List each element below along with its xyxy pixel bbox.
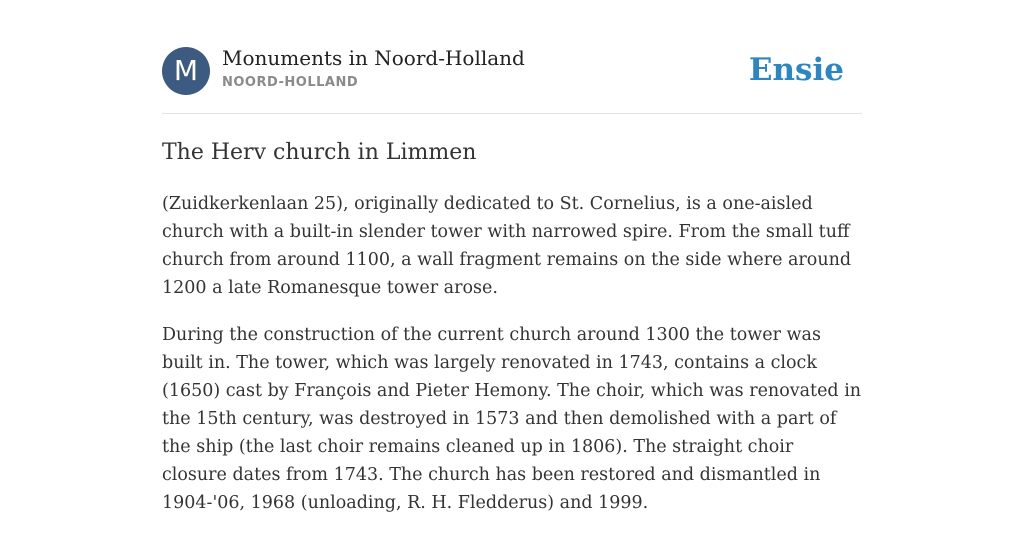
avatar[interactable]: M — [162, 47, 210, 95]
collection-subtitle: NOORD-HOLLAND — [222, 75, 359, 90]
article-paragraph: During the construction of the current church around 1300 the tower was built in. The tower, which was largely renovated in 1743, contains a clock (1650) cast by François and Pieter Hemony. The choir, which was renovated in the 15th century, was destroyed in 1573 and then demolished with a part of the ship (the last choir remains cleaned up in 1806). The straight choir closure dates from 1743. The church has been restored and dismantled in 1904-'06, 1968 (unloading, R. H. Fledderus) and 1999. — [162, 325, 862, 513]
article-paragraph: (Zuidkerkenlaan 25), originally dedicated to St. Cornelius, is a one-aisled church with a built-in slender tower with narrowed spire. From the small tuff church from around 1100, a wall fragment remains on the side where around 1200 a late Romanesque tower arose. — [162, 194, 852, 298]
article-title: The Herv church in Limmen — [162, 140, 477, 165]
article-body — [162, 190, 862, 536]
divider — [162, 113, 862, 114]
ensie-logo[interactable]: Ensie — [748, 52, 844, 88]
collection-title[interactable]: Monuments in Noord-Holland — [222, 46, 525, 70]
header — [162, 47, 862, 97]
